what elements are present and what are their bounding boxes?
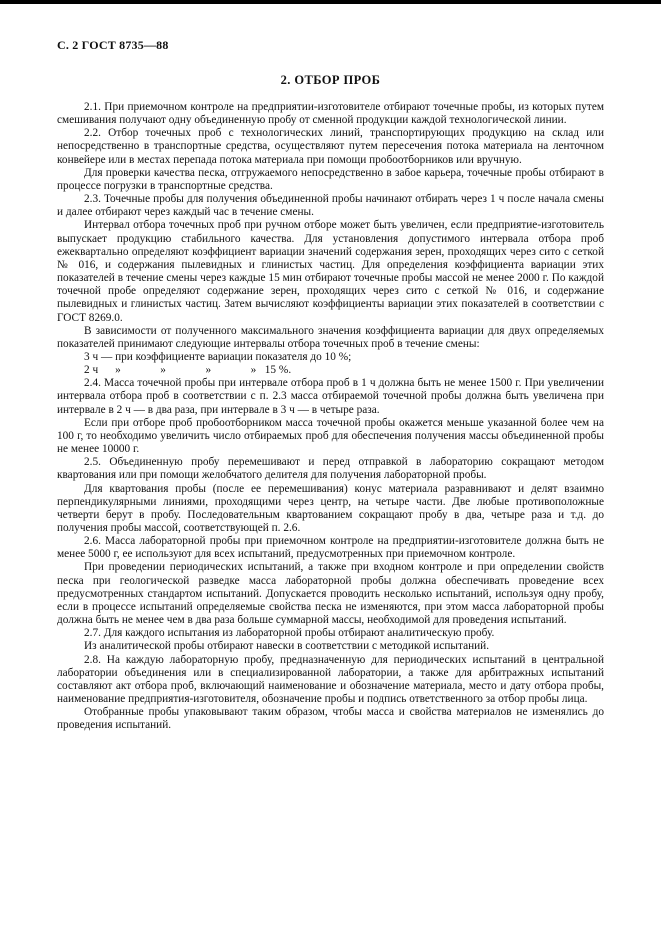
paragraph: 2.3. Точечные пробы для получения объединенной пробы начинают отбирать через 1 ч после начала смены и далее отбирают через каждый час в течение смены.: [57, 193, 604, 219]
paragraph: Для проверки качества песка, отгружаемого непосредственно в забое карьера, точечные пробы отбирают в процессе погрузки в транспортные средства.: [57, 166, 604, 192]
paragraph: 2.4. Масса точечной пробы при интервале отбора проб в 1 ч должна быть не менее 1500 г. При увеличении интервала отбора проб в соответствии с п. 2.3 масса отбираемой точечной пробы должна быть увеличена при интервале в 2 ч — в два раза, при интервале в 3 ч — в четыре раза.: [57, 377, 604, 416]
paragraph: Для квартования пробы (после ее перемешивания) конус материала разравнивают и делят взаимно перпендикулярными линиями, проходящими через центр, на четыре части. Две любые противоположные четверти берут в пробу. Последовательным квартованием сокращают пробу в два, четыре раза и т.д. до получения пробы массой, соответствующей п. 2.6.: [57, 482, 604, 534]
document-body: [57, 101, 604, 733]
paragraph: В зависимости от полученного максимального значения коэффициента вариации для двух определяемых показателей принимают следующие интервалы отбора точечных проб в течение смены:: [57, 324, 604, 350]
paragraph: Если при отборе проб пробоотборником масса точечной пробы окажется меньше указанной более чем на 100 г, то необходимо увеличить число отбираемых проб для обеспечения получения массы объединенной пробы не менее 10000 г.: [57, 416, 604, 456]
paragraph: 2.2. Отбор точечных проб с технологических линий, транспортирующих продукцию на склад или непосредственно в транспортные средства, осуществляют путем пересечения потока материала на ленточном конвейере или в местах перепада потока материала при помощи пробоотборников или вручную.: [57, 127, 604, 166]
page-header: С. 2 ГОСТ 8735—88: [57, 38, 169, 52]
paragraph: 2.1. При приемочном контроле на предприятии-изготовителе отбирают точечные пробы, из которых путем смешивания получают одну объединенную пробу от сменной продукции каждой технологической линии.: [57, 101, 604, 127]
paragraph: 2.6. Масса лабораторной пробы при приемочном контроле на предприятии-изготовителе должна быть не менее 5000 г, ее используют для всех испытаний, предусмотренных при приемочном контроле.: [57, 535, 604, 561]
paragraph: Из аналитической пробы отбирают навески в соответствии с методикой испытаний.: [84, 640, 490, 653]
paragraph: 2.7. Для каждого испытания из лабораторной пробы отбирают аналитическую пробу.: [84, 627, 495, 640]
paragraph: 2.8. На каждую лабораторную пробу, предназначенную для периодических испытаний в центральной лаборатории объединения или в специализированной лаборатории, а также для арбитражных испытаний составляют акт отбора проб, включающий наименование и обозначение материала, место и дату отбора пробы, наименование предприятия-изготовителя, обозначение пробы и подпись ответственного за отбор пробы лица.: [57, 653, 604, 706]
section-title: 2. ОТБОР ПРОБ: [280, 73, 381, 87]
scan-artifact-top-edge: [0, 0, 661, 4]
interval-line-3h: 3 ч — при коэффициенте вариации показателя до 10 %;: [84, 350, 352, 363]
paragraph: Интервал отбора точечных проб при ручном отборе может быть увеличен, если предприятие-изготовитель выпускает продукцию стабильного качества. Для установления допустимого интервала отбора проб ежеквартально определяют коэффициент вариации значений содержания зерен, проходящих через сито с сеткой № 016, и содержания пылевидных и глинистых частиц. Для определения коэффициента вариации этих показателей в течение смены через каждые 15 мин отбирают точечные пробы массой не менее 2000 г. По каждой точечной пробе определяют содержание зерен, проходящих через сито с сеткой № 016, и содержание пылевидных и глинистых частиц. Затем вычисляют коэффициенты вариации этих показателей в соответствии с ГОСТ 8269.0.: [57, 219, 604, 324]
paragraph: Отобранные пробы упаковывают таким образом, чтобы масса и свойства материалов не изменялись до проведения испытаний.: [57, 706, 604, 732]
paragraph: При проведении периодических испытаний, а также при входном контроле и при определении свойств песка при геологической разведке масса лабораторной пробы должна обеспечивать проведение всех предусмотренных стандартом испытаний. Допускается проводить несколько испытаний, используя одну пробу, если в процессе испытаний определяемые свойства песка не изменяются, при этом масса лабораторной пробы должна быть не менее чем в два раза больше суммарной массы, необходимой для проведения испытаний.: [57, 561, 604, 627]
paragraph: 2.5. Объединенную пробу перемешивают и перед отправкой в лабораторию сокращают методом квартования или при помощи желобчатого делителя для получения лабораторной пробы.: [57, 456, 604, 482]
interval-line-2h: 2 ч » » » » 15 %.: [84, 364, 292, 377]
